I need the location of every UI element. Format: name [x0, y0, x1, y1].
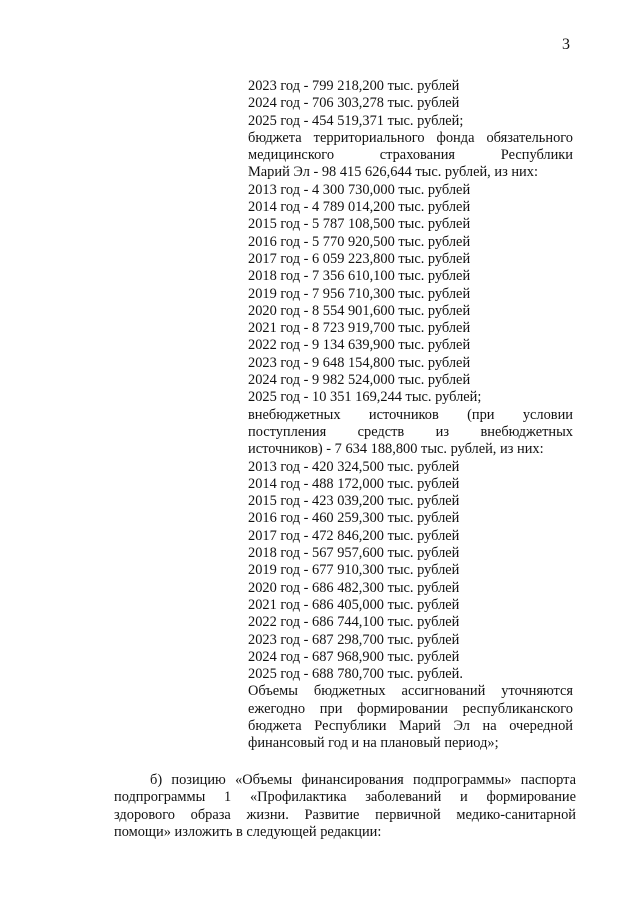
text-line: б) позицию «Объемы финансирования подпрограммы» паспорта — [150, 772, 576, 788]
text-line: финансовый год и на плановый период»; — [248, 735, 499, 752]
text-line: 2015 год - 423 039,200 тыс. рублей — [248, 493, 460, 510]
text-line: 2018 год - 567 957,600 тыс. рублей — [248, 545, 460, 562]
text-line: Объемы бюджетных ассигнований уточняются — [248, 683, 573, 700]
text-line: 2025 год - 454 519,371 тыс. рублей; — [248, 112, 464, 129]
text-line: 2019 год - 7 956 710,300 тыс. рублей — [248, 285, 471, 302]
text-line: 2024 год - 9 982 524,000 тыс. рублей — [248, 372, 471, 389]
page-number: 3 — [562, 36, 570, 53]
funding-text-block — [248, 78, 573, 753]
text-line: бюджета территориального фонда обязательного — [248, 129, 573, 146]
text-line: 2016 год - 5 770 920,500 тыс. рублей — [248, 233, 471, 250]
text-line: 2017 год - 6 059 223,800 тыс. рублей — [248, 250, 471, 267]
text-line: помощи» изложить в следующей редакции: — [114, 823, 382, 840]
amendment-paragraph — [114, 772, 576, 841]
text-line: здорового образа жизни. Развитие первичной медико-санитарной — [114, 806, 576, 823]
text-line: 2024 год - 706 303,278 тыс. рублей — [248, 95, 460, 112]
text-line: 2019 год - 677 910,300 тыс. рублей — [248, 562, 460, 579]
text-line: 2023 год - 9 648 154,800 тыс. рублей — [248, 354, 471, 371]
text-line: внебюджетных источников (при условии — [248, 406, 573, 423]
text-line: медицинского страхования Республики — [248, 147, 573, 164]
text-line: бюджета Республики Марий Эл на очередной — [248, 717, 573, 734]
text-line: 2022 год - 686 744,100 тыс. рублей — [248, 614, 460, 631]
text-line: 2017 год - 472 846,200 тыс. рублей — [248, 527, 460, 544]
text-line: 2020 год - 686 482,300 тыс. рублей — [248, 579, 460, 596]
text-line: 2024 год - 687 968,900 тыс. рублей — [248, 648, 460, 665]
text-line: поступления средств из внебюджетных — [248, 423, 573, 440]
text-line: 2014 год - 488 172,000 тыс. рублей — [248, 475, 460, 492]
text-line: Марий Эл - 98 415 626,644 тыс. рублей, из них: — [248, 164, 538, 181]
text-line: 2016 год - 460 259,300 тыс. рублей — [248, 510, 460, 527]
text-line: 2025 год - 688 780,700 тыс. рублей. — [248, 666, 463, 683]
text-line: 2025 год - 10 351 169,244 тыс. рублей; — [248, 389, 482, 406]
text-line: 2023 год - 687 298,700 тыс. рублей — [248, 631, 460, 648]
text-line: 2021 год - 8 723 919,700 тыс. рублей — [248, 320, 471, 337]
text-line: 2018 год - 7 356 610,100 тыс. рублей — [248, 268, 471, 285]
text-line: 2014 год - 4 789 014,200 тыс. рублей — [248, 199, 471, 216]
text-line: 2015 год - 5 787 108,500 тыс. рублей — [248, 216, 471, 233]
text-line: 2023 год - 799 218,200 тыс. рублей — [248, 78, 460, 94]
text-line: ежегодно при формировании республиканского — [248, 700, 573, 717]
text-line: 2020 год - 8 554 901,600 тыс. рублей — [248, 302, 471, 319]
text-line: 2021 год - 686 405,000 тыс. рублей — [248, 596, 460, 613]
text-line: подпрограммы 1 «Профилактика заболеваний и формирование — [114, 789, 576, 806]
text-line: источников) - 7 634 188,800 тыс. рублей, из них: — [248, 441, 544, 458]
text-line: 2022 год - 9 134 639,900 тыс. рублей — [248, 337, 471, 354]
text-line: 2013 год - 420 324,500 тыс. рублей — [248, 458, 460, 475]
text-line: 2013 год - 4 300 730,000 тыс. рублей — [248, 181, 471, 198]
